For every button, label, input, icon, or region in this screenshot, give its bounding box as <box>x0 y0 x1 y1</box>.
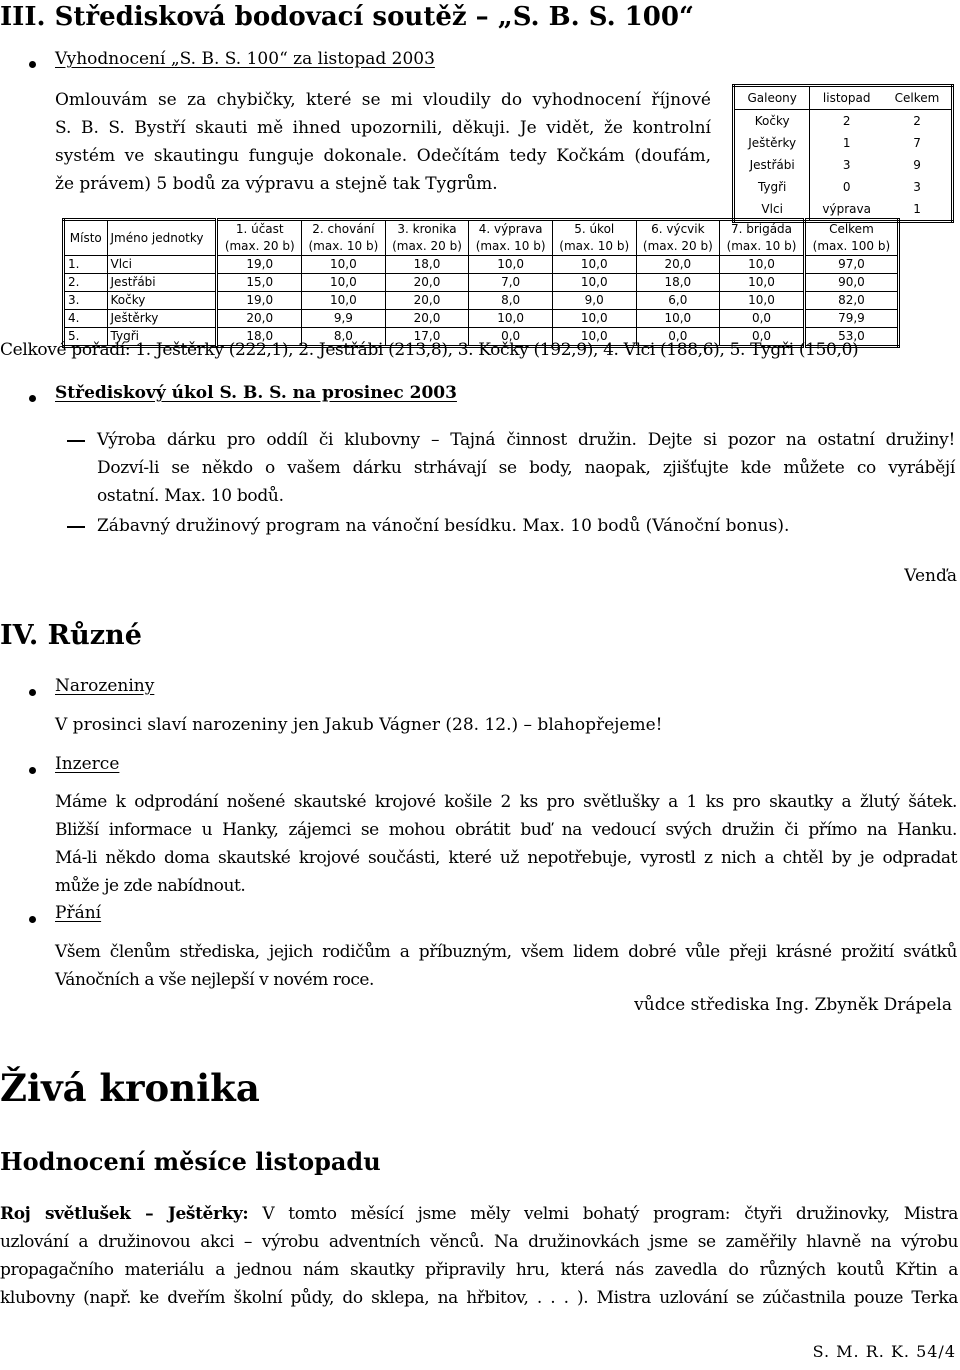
task-1 <box>97 426 955 510</box>
table-row <box>64 256 899 274</box>
table-header-cell: 6. výcvik <box>636 220 720 239</box>
ads-heading: Inzerce <box>55 754 120 774</box>
table-cell: 10,0 <box>552 256 636 274</box>
table-cell: 10,0 <box>552 328 636 347</box>
table-cell: 10,0 <box>552 274 636 292</box>
overall-ranking: Celkové pořadí: 1. Ještěrky (222,1), 2. Jestřábi (213,8), 3. Kočky (192,9), 4. Vlci (188,6), 5. Tygři (150,0) <box>0 340 859 360</box>
table-row <box>734 154 953 176</box>
table-row <box>64 310 899 328</box>
table-cell: Jestřábi <box>734 154 810 176</box>
wish-paragraph <box>55 938 957 994</box>
table-cell: 2 <box>913 114 921 128</box>
table-cell: 79,9 <box>838 311 865 325</box>
table-header-cell: 1. účast <box>217 220 302 239</box>
ads-line: Bližší informace u Hanky, zájemci se mohou obrátit buď na vedoucí svých družin či přímo na Hanku. <box>55 820 957 840</box>
page-footer: S. M. R. K. 54/4 <box>812 1342 956 1361</box>
table-header-cell: 7. brigáda <box>720 220 805 239</box>
table-cell: Kočky <box>107 292 217 310</box>
evaluation-heading: Vyhodnocení „S. B. S. 100“ za listopad 2003 <box>55 49 435 69</box>
table-cell: 0 <box>842 180 851 194</box>
table-cell: 20,0 <box>385 274 469 292</box>
table-header-cell: (max. 10 b) <box>552 238 636 256</box>
table-header-cell: Galeony <box>734 86 810 110</box>
table-cell: 53,0 <box>838 329 865 343</box>
table-cell: 6,0 <box>636 292 720 310</box>
table-cell: 20,0 <box>385 292 469 310</box>
table-cell: 0,0 <box>636 328 720 347</box>
table-header-cell: Celkem <box>894 91 940 105</box>
table-cell: 10,0 <box>469 256 553 274</box>
dash-icon <box>67 440 85 442</box>
table-cell: 3 <box>913 180 921 194</box>
chronicle-lead: Roj světlušek – Ještěrky: <box>0 1204 249 1224</box>
wish-signature: vůdce střediska Ing. Zbyněk Drápela <box>634 995 952 1015</box>
ads-line: může je zde nabídnout. <box>55 876 246 896</box>
table-cell: Ještěrky <box>734 132 810 154</box>
task-2: Zábavný družinový program na vánoční besídku. Max. 10 bodů (Vánoční bonus). <box>97 516 790 536</box>
wish-heading: Přání <box>55 903 102 923</box>
birthdays-heading: Narozeniny <box>55 676 155 696</box>
table-header-cell: 2. chování <box>302 220 386 239</box>
table-cell: 18,0 <box>217 328 302 347</box>
table-header-cell: 4. výprava <box>469 220 553 239</box>
table-header-cell: (max. 20 b) <box>217 238 302 256</box>
table-row <box>734 132 953 154</box>
table-cell: 9 <box>913 158 921 172</box>
table-cell: 0,0 <box>469 328 553 347</box>
ads-paragraph <box>55 788 957 900</box>
table-cell: 10,0 <box>469 310 553 328</box>
task-line: ostatní. Max. 10 bodů. <box>97 486 284 506</box>
birthdays-text: V prosinci slaví narozeniny jen Jakub Vágner (28. 12.) – blahopřejeme! <box>55 715 663 735</box>
table-header-row <box>734 86 953 110</box>
table-cell: Tygři <box>107 328 217 347</box>
table-header-cell: 5. úkol <box>552 220 636 239</box>
chronicle-subtitle: Hodnocení měsíce listopadu <box>0 1147 381 1176</box>
table-cell: 10,0 <box>720 292 805 310</box>
table-cell: Ještěrky <box>107 310 217 328</box>
table-cell: 10,0 <box>302 256 386 274</box>
table-cell: 10,0 <box>302 274 386 292</box>
table-cell: 9,9 <box>302 310 386 328</box>
table-header-cell: Celkem <box>829 222 874 236</box>
table-cell: 82,0 <box>838 293 865 307</box>
table-cell: 2 <box>842 114 851 128</box>
table-cell: 0,0 <box>720 328 805 347</box>
chronicle-paragraph <box>0 1200 958 1312</box>
intro-line: S. B. S. Bystří skauti mě ihned upozornili, děkuji. Je vidět, že kontrolní <box>55 118 711 138</box>
section-4-title: IV. Různé <box>0 620 142 651</box>
table-row <box>64 274 899 292</box>
intro-line: systém ve skautingu funguje dokonale. Odečítám tedy Kočkám (doufám, <box>55 146 711 166</box>
scoring-table <box>62 218 900 348</box>
section-3-title: III. Středisková bodovací soutěž – „S. B. S. 100“ <box>0 2 694 32</box>
table-header-cell: Jméno jednotky <box>107 220 217 256</box>
table-cell: 0,0 <box>720 310 805 328</box>
table-header-cell: (max. 10 b) <box>302 238 386 256</box>
table-cell: 10,0 <box>720 274 805 292</box>
table-cell: 1 <box>913 202 921 216</box>
chronicle-first-line: V tomto měsící jsme měly velmi bohatý program: čtyři družinovky, Mistra <box>248 1204 958 1224</box>
table-cell: 8,0 <box>469 292 553 310</box>
table-cell: Jestřábi <box>107 274 217 292</box>
table-cell: 20,0 <box>217 310 302 328</box>
table-cell: 3. <box>64 292 108 310</box>
table-header-row <box>64 220 899 239</box>
table-cell: 18,0 <box>636 274 720 292</box>
task-heading: Střediskový úkol S. B. S. na prosinec 2003 <box>55 383 457 403</box>
table-header-cell: (max. 20 b) <box>636 238 720 256</box>
table-cell: 15,0 <box>217 274 302 292</box>
table-header-cell: 3. kronika <box>385 220 469 239</box>
table-cell: 10,0 <box>720 256 805 274</box>
table-row <box>734 176 953 198</box>
chronicle-line: propagačního materiálu a jednou nám skautky připravily hru, která nás zavedla do různých koutů Křtin a <box>0 1260 958 1280</box>
wish-line: Všem členům střediska, jejich rodičům a příbuzným, všem lidem dobré vůle přeji krásné prožití svátků <box>55 942 957 962</box>
table-cell: 8,0 <box>302 328 386 347</box>
table-cell: 1 <box>842 136 851 150</box>
chronicle-line: klubovny (např. ke dveřím školní půdy, do sklepa, na hřbitov, . . . ). Mistra uzlování se zúčastnila pouze Terka <box>0 1288 958 1308</box>
table-cell: 10,0 <box>552 310 636 328</box>
task-line: Dozví-li se někdo o vašem dárku strhávají se body, naopak, zjišťujte kde můžete co vyrábějí <box>97 458 955 478</box>
table-cell: Kočky <box>734 110 810 133</box>
table-header-cell: (max. 100 b) <box>812 239 891 253</box>
chronicle-title: Živá kronika <box>0 1066 260 1110</box>
task-line: Výroba dárku pro oddíl či klubovny – Tajná činnost družin. Dejte si pozor na ostatní družiny! <box>97 430 955 450</box>
table-cell: 1. <box>64 256 108 274</box>
table-row <box>64 292 899 310</box>
intro-line: Omlouvám se za chybičky, které se mi vloudily do vyhodnocení říjnové <box>55 90 711 110</box>
bullet-icon <box>29 689 36 696</box>
bullet-icon <box>29 767 36 774</box>
dash-icon <box>67 526 85 528</box>
table-cell: 7 <box>913 136 921 150</box>
table-cell: 10,0 <box>302 292 386 310</box>
bullet-icon <box>29 916 36 923</box>
table-cell: Vlci <box>734 198 810 222</box>
wish-line: Vánočních a vše nejlepší v novém roce. <box>55 970 374 990</box>
table-header-cell: (max. 10 b) <box>720 238 805 256</box>
table-cell: Tygři <box>734 176 810 198</box>
signature: Venďa <box>904 566 957 586</box>
table-cell: 10,0 <box>636 310 720 328</box>
table-cell: 97,0 <box>838 257 865 271</box>
table-header-cell: listopad <box>822 91 871 105</box>
table-header-cell: Místo <box>64 220 108 256</box>
table-cell: 19,0 <box>217 256 302 274</box>
table-cell: 19,0 <box>217 292 302 310</box>
table-cell: 7,0 <box>469 274 553 292</box>
bullet-icon <box>29 61 36 68</box>
table-cell: Vlci <box>107 256 217 274</box>
ads-line: Má-li někdo doma skautské krojové součásti, které už nepotřebuje, vyrostl z nich a chtěl by je odpradat <box>55 848 957 868</box>
ads-line: Máme k odprodání nošené skautské krojové košile 2 ks pro světlušky a 1 ks pro skautky a žlutý šátek. <box>55 792 957 812</box>
table-row <box>734 110 953 133</box>
chronicle-line <box>0 1200 958 1228</box>
table-cell: 2. <box>64 274 108 292</box>
chronicle-line: uzlování a družinovou akci – výrobu adventních věnců. Na družinovkách jsme se zaměřily hlavně na výrobu <box>0 1232 958 1252</box>
table-header-cell: (max. 20 b) <box>385 238 469 256</box>
table-cell: 20,0 <box>385 310 469 328</box>
monthly-galleons-table <box>732 84 954 223</box>
table-cell: 17,0 <box>385 328 469 347</box>
table-cell: 18,0 <box>385 256 469 274</box>
table-cell: 90,0 <box>838 275 865 289</box>
intro-paragraph <box>55 86 711 198</box>
table-header-cell: (max. 10 b) <box>469 238 553 256</box>
table-cell: 4. <box>64 310 108 328</box>
table-cell: výprava <box>822 202 871 216</box>
intro-line: že právem) 5 bodů za výpravu a stejně tak Tygrům. <box>55 174 498 194</box>
table-cell: 9,0 <box>552 292 636 310</box>
bullet-icon <box>29 395 36 402</box>
table-cell: 20,0 <box>636 256 720 274</box>
table-cell: 3 <box>842 158 851 172</box>
table-cell: 5. <box>64 328 108 347</box>
